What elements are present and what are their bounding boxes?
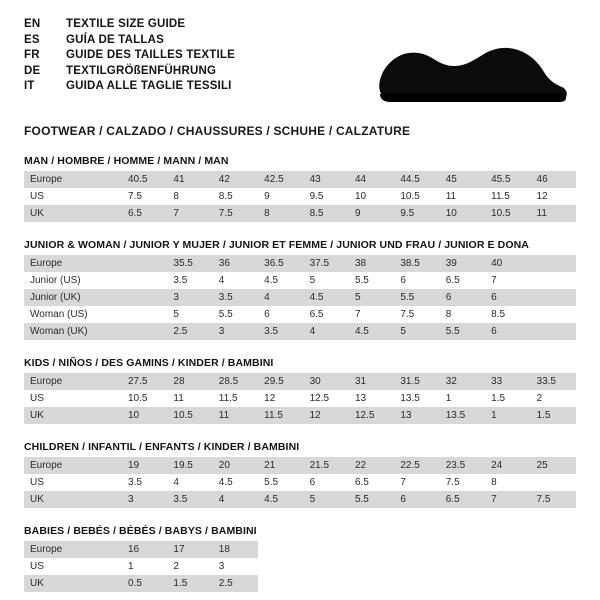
cell: 42: [213, 171, 258, 188]
row-label: US: [24, 188, 122, 205]
language-code: FR: [24, 49, 40, 61]
table-row: [24, 491, 576, 508]
row-label: US: [24, 474, 122, 491]
cell: 22.5: [394, 457, 439, 474]
cell: 4.5: [304, 289, 349, 306]
cell: 36.5: [258, 255, 303, 272]
cell-empty: [485, 558, 530, 575]
table-row: [24, 323, 576, 340]
cell: 11: [167, 390, 212, 407]
cell: 23.5: [440, 457, 485, 474]
cell: 8.5: [485, 306, 530, 323]
table-row: [24, 541, 576, 558]
cell: 11: [531, 205, 576, 222]
cell: 4.5: [258, 491, 303, 508]
cell: 1.5: [531, 407, 576, 424]
language-title: GUIDE DES TAILLES TEXTILE: [66, 49, 235, 61]
cell: 2: [167, 558, 212, 575]
table-row: [24, 306, 576, 323]
cell: 6: [258, 306, 303, 323]
cell: 20: [213, 457, 258, 474]
table-row: [24, 407, 576, 424]
cell: 5.5: [349, 272, 394, 289]
cell: 3.5: [167, 272, 212, 289]
cell: 7.5: [213, 205, 258, 222]
cell: 9: [258, 188, 303, 205]
cell: 12: [531, 188, 576, 205]
cell-empty: [304, 558, 349, 575]
cell: 5.5: [213, 306, 258, 323]
cell: 3: [213, 558, 258, 575]
table-row: [24, 390, 576, 407]
cell: [531, 255, 576, 272]
cell: 25: [531, 457, 576, 474]
cell: [531, 474, 576, 491]
cell: 5.5: [440, 323, 485, 340]
cell-empty: [258, 541, 303, 558]
cell: 27.5: [122, 373, 167, 390]
cell: 12.5: [304, 390, 349, 407]
size-table: [24, 373, 576, 424]
cell: 11.5: [485, 188, 530, 205]
cell: 3.5: [213, 289, 258, 306]
cell: 37.5: [304, 255, 349, 272]
cell: 6: [394, 491, 439, 508]
cell: 6: [440, 289, 485, 306]
group-title: JUNIOR & WOMAN / JUNIOR Y MUJER / JUNIOR ET FEMME / JUNIOR UND FRAU / JUNIOR E DONA: [24, 239, 529, 251]
cell: 12: [258, 390, 303, 407]
cell: 22: [349, 457, 394, 474]
cell: 6: [485, 289, 530, 306]
cell: 33.5: [531, 373, 576, 390]
cell: 7.5: [440, 474, 485, 491]
cell: [531, 306, 576, 323]
language-title: GUÍA DE TALLAS: [66, 33, 164, 46]
table-row: [24, 457, 576, 474]
size-group-man: [24, 155, 576, 222]
cell: 10: [440, 205, 485, 222]
cell-empty: [258, 558, 303, 575]
cell: 7: [167, 205, 212, 222]
cell: 6.5: [349, 474, 394, 491]
cell: 7: [485, 491, 530, 508]
cell: 2: [531, 390, 576, 407]
cell: 11.5: [258, 407, 303, 424]
cell: 16: [122, 541, 167, 558]
cell: 17: [167, 541, 212, 558]
cell: 43: [304, 171, 349, 188]
language-code: DE: [24, 64, 41, 77]
cell: 4: [213, 272, 258, 289]
cell-empty: [394, 558, 439, 575]
cell: 4: [213, 491, 258, 508]
cell: 6.5: [440, 491, 485, 508]
row-label: UK: [24, 575, 122, 592]
cell: 13: [394, 407, 439, 424]
table-row: [24, 474, 576, 491]
table-row: [24, 188, 576, 205]
size-table: [24, 255, 576, 340]
cell: 45: [440, 171, 485, 188]
cell: 6.5: [304, 306, 349, 323]
cell-empty: [394, 575, 439, 592]
cell: 8.5: [213, 188, 258, 205]
cell: 1.5: [485, 390, 530, 407]
cell-empty: [304, 541, 349, 558]
cell: 13.5: [440, 407, 485, 424]
row-label: US: [24, 558, 122, 575]
cell: 19.5: [167, 457, 212, 474]
cell-empty: [258, 575, 303, 592]
cell: 5: [304, 272, 349, 289]
cell: 2.5: [167, 323, 212, 340]
cell: 31: [349, 373, 394, 390]
cell: [122, 306, 167, 323]
cell: [122, 255, 167, 272]
cell: 7: [485, 272, 530, 289]
cell: 46: [531, 171, 576, 188]
cell-empty: [349, 541, 394, 558]
language-row: [24, 49, 235, 65]
cell: 3: [122, 491, 167, 508]
cell: 12: [304, 407, 349, 424]
cell-empty: [349, 558, 394, 575]
table-row: [24, 205, 576, 222]
table-row: [24, 373, 576, 390]
cell-empty: [485, 541, 530, 558]
cell: 38.5: [394, 255, 439, 272]
cell: 5: [349, 289, 394, 306]
cell: 8: [440, 306, 485, 323]
language-title: GUIDA ALLE TAGLIE TESSILI: [66, 80, 232, 92]
row-label: Junior (US): [24, 272, 122, 289]
row-label: US: [24, 390, 122, 407]
row-label: Woman (US): [24, 306, 122, 323]
cell: 7: [394, 474, 439, 491]
size-table: [24, 171, 576, 222]
cell: 3.5: [258, 323, 303, 340]
cell: 40: [485, 255, 530, 272]
cell: 5: [167, 306, 212, 323]
cell: 40.5: [122, 171, 167, 188]
cell: 4.5: [213, 474, 258, 491]
table-row: [24, 272, 576, 289]
language-code: IT: [24, 80, 35, 92]
cell: 45.5: [485, 171, 530, 188]
cell-empty: [531, 575, 576, 592]
cell: 3: [213, 323, 258, 340]
row-label: Europe: [24, 171, 122, 188]
cell-empty: [304, 575, 349, 592]
language-list: [24, 18, 235, 96]
cell-empty: [440, 575, 485, 592]
cell: 6: [304, 474, 349, 491]
row-label: UK: [24, 491, 122, 508]
group-title: BABIES / BEBÉS / BÉBÉS / BABYS / BAMBINI: [24, 525, 257, 537]
group-title: CHILDREN / INFANTIL / ENFANTS / KINDER / BAMBINI: [24, 441, 300, 453]
cell: 29.5: [258, 373, 303, 390]
row-label: Europe: [24, 373, 122, 390]
cell: [122, 289, 167, 306]
cell: [531, 272, 576, 289]
cell: 4: [304, 323, 349, 340]
cell: 4: [167, 474, 212, 491]
cell: 8: [258, 205, 303, 222]
cell: 19: [122, 457, 167, 474]
cell: 6.5: [122, 205, 167, 222]
size-table: [24, 457, 576, 508]
cell: 44.5: [394, 171, 439, 188]
cell: 3.5: [167, 491, 212, 508]
cell: 10.5: [122, 390, 167, 407]
cell: [122, 272, 167, 289]
language-row: [24, 80, 235, 96]
cell-empty: [394, 541, 439, 558]
cell: 10: [122, 407, 167, 424]
cell-empty: [485, 575, 530, 592]
cell: 5.5: [349, 491, 394, 508]
cell: 36: [213, 255, 258, 272]
cell: 10.5: [485, 205, 530, 222]
cell: 31.5: [394, 373, 439, 390]
cell: 9.5: [304, 188, 349, 205]
row-label: Europe: [24, 457, 122, 474]
cell: 0.5: [122, 575, 167, 592]
cell-empty: [440, 541, 485, 558]
language-title: TEXTILE SIZE GUIDE: [66, 18, 186, 30]
cell: 4.5: [258, 272, 303, 289]
cell: 6: [394, 272, 439, 289]
cell: 9.5: [394, 205, 439, 222]
row-label: UK: [24, 205, 122, 222]
table-row: [24, 558, 576, 575]
row-label: Europe: [24, 541, 122, 558]
cell: 21.5: [304, 457, 349, 474]
dress-shoe-icon: [370, 32, 570, 112]
cell: 4.5: [349, 323, 394, 340]
table-row: [24, 255, 576, 272]
table-row: [24, 575, 576, 592]
table-row: [24, 171, 576, 188]
cell: 38: [349, 255, 394, 272]
cell: [531, 323, 576, 340]
cell: [122, 323, 167, 340]
cell: 3: [167, 289, 212, 306]
page-title: FOOTWEAR / CALZADO / CHAUSSURES / SCHUHE / CALZATURE: [24, 124, 411, 138]
cell: 28: [167, 373, 212, 390]
cell: 13: [349, 390, 394, 407]
language-code: ES: [24, 33, 40, 46]
cell: 32: [440, 373, 485, 390]
cell: 18: [213, 541, 258, 558]
size-group-babies: [24, 525, 576, 592]
language-row: [24, 34, 235, 50]
cell: 1: [485, 407, 530, 424]
row-label: UK: [24, 407, 122, 424]
document-header: [24, 18, 576, 112]
cell: 42.5: [258, 171, 303, 188]
size-group-children: [24, 441, 576, 508]
cell: 12.5: [349, 407, 394, 424]
cell: 30: [304, 373, 349, 390]
cell: 24: [485, 457, 530, 474]
cell: 5: [394, 323, 439, 340]
cell: 7.5: [531, 491, 576, 508]
language-list-body: [24, 18, 235, 96]
cell: 8: [167, 188, 212, 205]
cell-empty: [531, 541, 576, 558]
cell: 28.5: [213, 373, 258, 390]
cell: 11: [440, 188, 485, 205]
cell: 2.5: [213, 575, 258, 592]
cell: 6.5: [440, 272, 485, 289]
size-group-kids: [24, 357, 576, 424]
size-table: [24, 541, 576, 592]
cell: 44: [349, 171, 394, 188]
cell: 11.5: [213, 390, 258, 407]
cell-empty: [349, 575, 394, 592]
cell: 13.5: [394, 390, 439, 407]
cell: 7: [349, 306, 394, 323]
cell: 1: [122, 558, 167, 575]
cell-empty: [531, 558, 576, 575]
table-row: [24, 289, 576, 306]
cell: 33: [485, 373, 530, 390]
cell: 9: [349, 205, 394, 222]
cell: 10.5: [167, 407, 212, 424]
language-code: EN: [24, 18, 41, 30]
language-row: [24, 18, 235, 34]
cell: 39: [440, 255, 485, 272]
language-row: [24, 65, 235, 81]
cell: 11: [213, 407, 258, 424]
language-title: TEXTILGRÖßENFÜHRUNG: [66, 64, 217, 77]
group-title: MAN / HOMBRE / HOMME / MANN / MAN: [24, 155, 229, 167]
cell: 41: [167, 171, 212, 188]
cell: 8: [485, 474, 530, 491]
row-label: Europe: [24, 255, 122, 272]
row-label: Junior (UK): [24, 289, 122, 306]
cell: 4: [258, 289, 303, 306]
cell: 7.5: [122, 188, 167, 205]
cell: 5.5: [394, 289, 439, 306]
cell: 35.5: [167, 255, 212, 272]
cell: 10: [349, 188, 394, 205]
cell: 8.5: [304, 205, 349, 222]
cell: 21: [258, 457, 303, 474]
group-title: KIDS / NIÑOS / DES GAMINS / KINDER / BAMBINI: [24, 357, 274, 369]
cell: 1.5: [167, 575, 212, 592]
cell: 3.5: [122, 474, 167, 491]
row-label: Woman (UK): [24, 323, 122, 340]
cell: 6: [485, 323, 530, 340]
size-group-junior-woman: [24, 239, 576, 340]
cell-empty: [440, 558, 485, 575]
cell: 1: [440, 390, 485, 407]
cell: 7.5: [394, 306, 439, 323]
cell: 5: [304, 491, 349, 508]
cell: 5.5: [258, 474, 303, 491]
cell: [531, 289, 576, 306]
cell: 10.5: [394, 188, 439, 205]
